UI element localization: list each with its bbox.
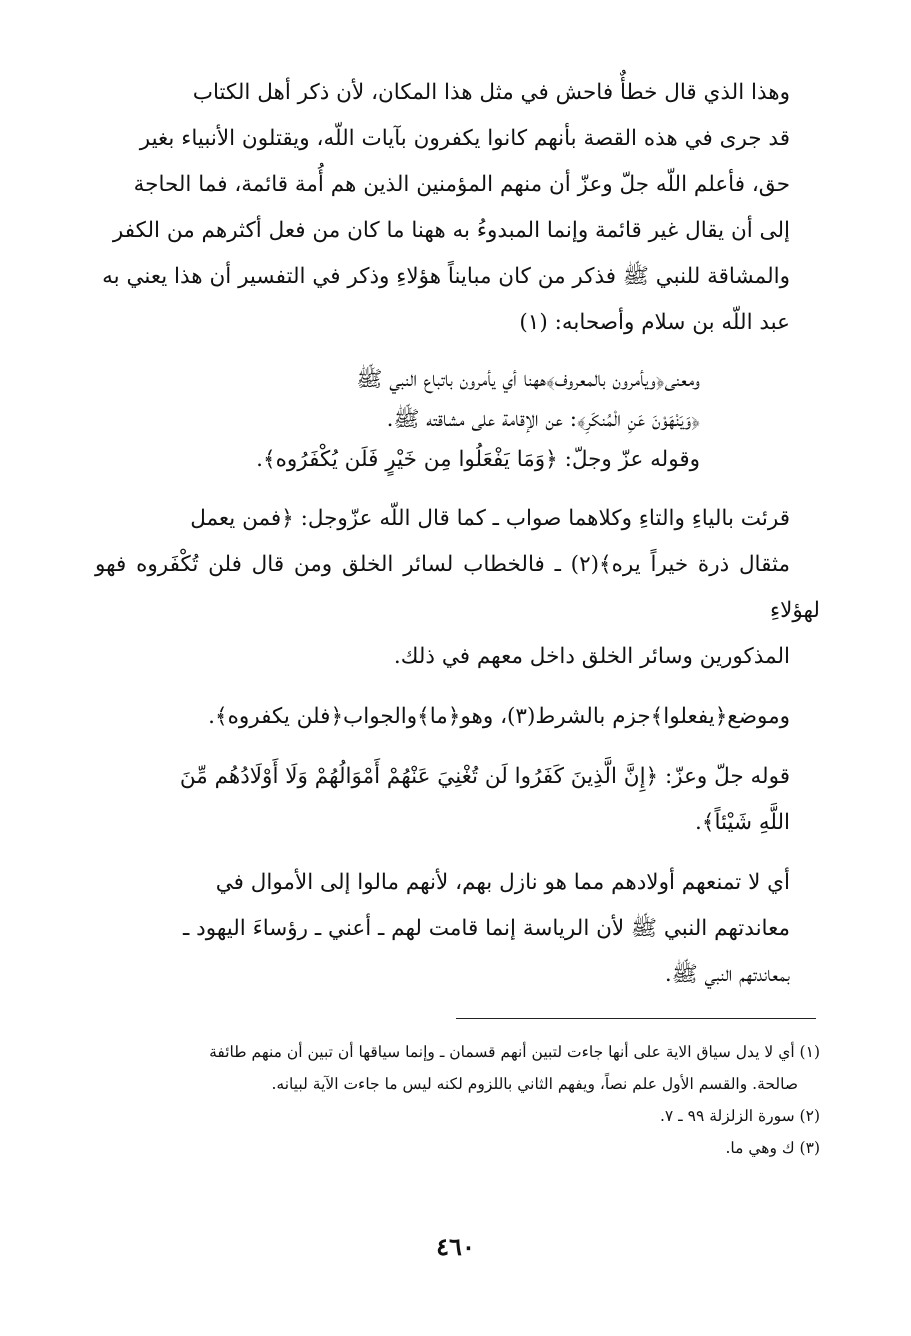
footnote-1	[95, 1036, 820, 1100]
page-number: ٤٦٠	[436, 1232, 475, 1261]
text-line: قوله جلّ وعزّ: ﴿إِنَّ الَّذِينَ كَفَرُوا لَن تُغْنِيَ عَنْهُمْ أَمْوَالُهُمْ وَلَا أَوْلَادُهُم مِّنَ	[179, 764, 790, 789]
text-line: أي لا تمنعهم أولادهم مما هو نازل بهم، لأنهم مالوا إلى الأموال في	[215, 870, 790, 895]
footnote-line: صالحة. والقسم الأول علم نصاً، ويفهم الثاني باللزوم لكنه ليس ما جاءت الآية لبيانه.	[271, 1075, 798, 1093]
text-line: اللَّهِ شَيْئاً﴾.	[695, 810, 790, 835]
footnote-2	[95, 1100, 820, 1132]
footnotes	[95, 1036, 820, 1164]
text-line: المذكورين وسائر الخلق داخل معهم في ذلك.	[393, 644, 790, 669]
text-line: بمعاندتهم النبي ﷺ.	[664, 962, 790, 987]
text-line: قرئت بالياءِ والتاءِ وكلاهما صواب ـ كما قال اللّه عزّوجل: ﴿فمن يعمل	[190, 506, 790, 531]
paragraph-4	[95, 694, 820, 740]
text-line: ومعنى﴿ويأمرون بالمعروف﴾ههنا أي يأمرون باتباع النبي ﷺ	[356, 367, 700, 392]
text-line: وموضع﴿يفعلوا﴾جزم بالشرط(٣)، وهو﴿ما﴾والجواب﴿فلن يكفروه﴾.	[208, 704, 790, 729]
footnote-line: (٢) سورة الزلزلة ٩٩ ـ ٧.	[659, 1107, 820, 1125]
text-line: حق، فأعلم اللّه جلّ وعزّ أن منهم المؤمنين الذين هم أُمة قائمة، فما الحاجة	[133, 172, 790, 197]
footnote-3	[95, 1132, 820, 1164]
paragraph-6	[95, 860, 820, 998]
text-line: وقوله عزّ وجلّ: ﴿وَمَا يَفْعَلُوا مِن خَيْرٍ فَلَن يُكْفَرُوه﴾.	[256, 447, 700, 472]
text-line: ﴿وَيَنْهَوْنَ عَنِ الْمُنكَرِ﴾: عن الإقامة على مشاقته ﷺ.	[386, 407, 700, 432]
footnote-line: (٣) ك وهي ما.	[725, 1139, 820, 1157]
text-line: وهذا الذي قال خطأٌ فاحش في مثل هذا المكان، لأن ذكر أهل الكتاب	[192, 80, 790, 105]
paragraph-1	[95, 70, 820, 346]
text-line: عبد اللّه بن سلام وأصحابه: (١)	[519, 310, 790, 335]
text-line: إلى أن يقال غير قائمة وإنما المبدوءُ به ههنا ما كان من فعل أكثرهم من الكفر	[112, 218, 790, 243]
footnote-divider	[456, 1018, 816, 1019]
paragraph-5	[95, 754, 820, 846]
text-line: مثقال ذرة خيراً يره﴾(٢) ـ فالخطاب لسائر الخلق ومن قال فلن تُكْفَروه فهو لهؤلاءِ	[95, 552, 820, 623]
main-text	[95, 70, 820, 1012]
paragraph-3	[95, 496, 820, 680]
text-line: قد جرى في هذه القصة بأنهم كانوا يكفرون بآيات اللّه، ويقتلون الأنبياء بغير	[139, 126, 790, 151]
footnote-line: (١) أي لا يدل سياق الاية على أنها جاءت لتبين أنهم قسمان ـ وإنما سياقها أن تبين أن منهم طائفة	[209, 1043, 820, 1061]
text-line: معاندتهم النبي ﷺ لأن الرياسة إنما قامت لهم ـ أعني ـ رؤساءَ اليهود ـ	[183, 916, 790, 941]
text-line: والمشاقة للنبي ﷺ فذكر من كان مبايناً هؤلاءِ وذكر في التفسير أن هذا يعني به	[102, 264, 790, 289]
quoted-block	[95, 360, 820, 480]
